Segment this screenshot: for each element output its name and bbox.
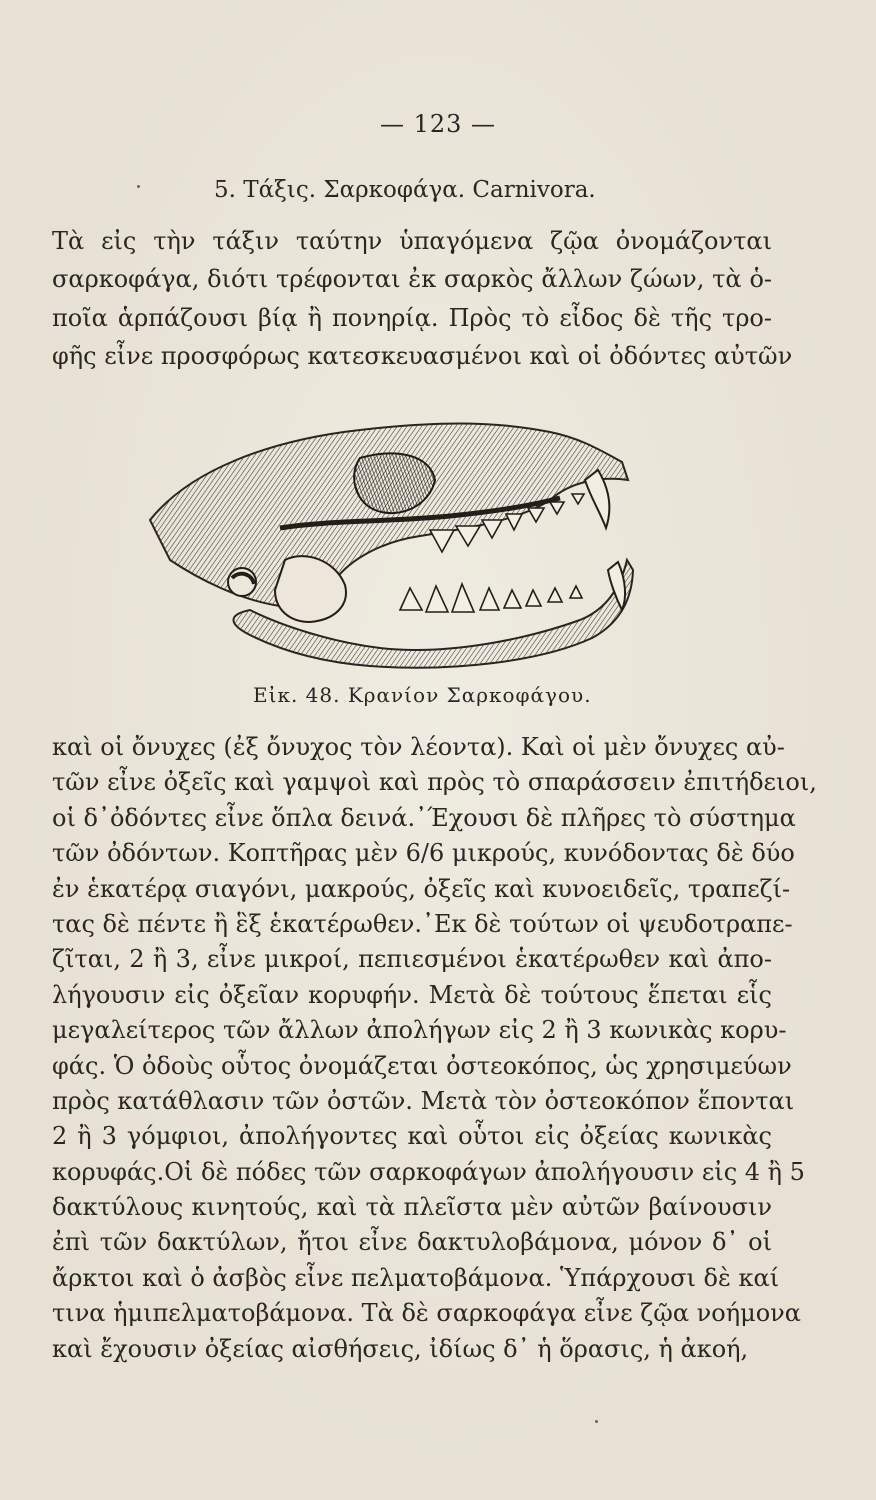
intro-paragraph: [52, 222, 793, 376]
text-line: τῶν ὀδόντων. Κοπτῆρας μὲν 6/6 μικρούς, κυνόδοντας δὲ δύο: [52, 839, 795, 868]
paper-speck: [137, 185, 140, 188]
text-line: κορυφάς.Οἱ δὲ πόδες τῶν σαρκοφάγων ἀπολήγουσιν εἰς 4 ἢ 5: [52, 1157, 805, 1186]
text-line: σαρκοφάγα, διότι τρέφονται ἐκ σαρκὸς ἄλλων ζώων, τὰ ὁ-: [52, 265, 772, 294]
text-line: λήγουσιν εἰς ὀξεῖαν κορυφήν. Μετὰ δὲ τούτους ἕπεται εἷς: [52, 980, 772, 1009]
text-line: καὶ ἔχουσιν ὀξείας αἰσθήσεις, ἰδίως δ᾽ ἡ ὅρασις, ἡ ἀκοή,: [52, 1334, 749, 1363]
text-line: ποῖα ἁρπάζουσι βίᾳ ἢ πονηρίᾳ. Πρὸς τὸ εἶδος δὲ τῆς τρο-: [52, 303, 772, 332]
text-line: οἱ δ᾽ὀδόντες εἶνε ὅπλα δεινά.᾽Έχουσι δὲ πλῆρες τὸ σύστημα: [52, 803, 796, 832]
lower-teeth: [400, 584, 582, 612]
text-line: φάς. Ὁ ὀδοὺς οὗτος ὀνομάζεται ὀστεοκόπος, ὡς χρησιμεύων: [52, 1051, 792, 1080]
text-line: ἐπὶ τῶν δακτύλων, ἤτοι εἶνε δακτυλοβάμονα, μόνον δ᾽ οἱ: [52, 1228, 772, 1257]
section-title: 5. Τάξις. Σαρκοφάγα. Carnivora.: [214, 177, 596, 203]
text-line: φῆς εἶνε προσφόρως κατεσκευασμένοι καὶ οἱ ὀδόντες αὐτῶν: [52, 342, 793, 371]
text-line: καὶ οἱ ὄνυχες (ἐξ ὄνυχος τὸν λέοντα). Καὶ οἱ μὲν ὄνυχες αὐ-: [52, 733, 785, 761]
text-line: Τὰ εἰς τὴν τάξιν ταύτην ὑπαγόμενα ζῷα ὀνομάζονται: [52, 227, 772, 255]
text-line: ἄρκτοι καὶ ὁ ἀσβὸς εἶνε πελματοβάμονα. Ὑπάρχουσι δὲ καί: [52, 1263, 780, 1292]
text-line: πρὸς κατάθλασιν τῶν ὀστῶν. Μετὰ τὸν ὀστεοκόπον ἕπονται: [52, 1086, 795, 1115]
text-line: τινα ἡμιπελματοβάμονα. Τὰ δὲ σαρκοφάγα εἶνε ζῷα νοήμονα: [52, 1299, 801, 1328]
page-number: — 123 —: [379, 110, 497, 138]
body-paragraph: [52, 730, 817, 1367]
skull-illustration: [130, 410, 650, 672]
text-line: 2 ἢ 3 γόμφιοι, ἀπολήγοντες καὶ οὗτοι εἰς ὀξείας κωνικὰς: [52, 1122, 772, 1151]
paper-speck: [595, 1420, 598, 1423]
text-line: ἐν ἑκατέρᾳ σιαγόνι, μακρούς, ὀξεῖς καὶ κυνοειδεῖς, τραπεζί-: [52, 874, 791, 903]
figure-caption: Εἰκ. 48. Κρανίον Σαρκοφάγου.: [253, 683, 592, 707]
text-line: ζῖται, 2 ἢ 3, εἶνε μικροί, πεπιεσμένοι ἑκατέρωθεν καὶ ἀπο-: [52, 945, 772, 974]
text-line: τῶν εἶνε ὀξεῖς καὶ γαμψοὶ καὶ πρὸς τὸ σπαράσσειν ἐπιτήδειοι,: [52, 768, 817, 797]
text-line: μεγαλείτερος τῶν ἄλλων ἀπολήγων εἰς 2 ἢ 3 κωνικὰς κορυ-: [52, 1016, 787, 1045]
cranium-shape: [150, 424, 628, 607]
text-line: τας δὲ πέντε ἢ ἓξ ἑκατέρωθεν.᾽Εκ δὲ τούτων οἱ ψευδοτραπε-: [52, 909, 793, 938]
text-line: δακτύλους κινητούς, καὶ τὰ πλεῖστα μὲν αὐτῶν βαίνουσιν: [52, 1193, 772, 1222]
